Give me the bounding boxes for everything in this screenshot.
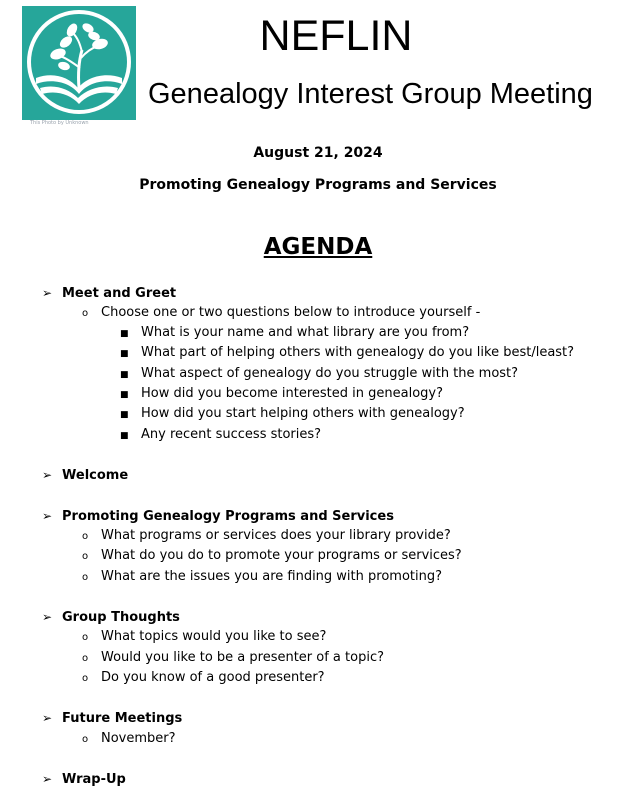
item-text: Would you like to be a presenter of a topic? bbox=[101, 650, 384, 665]
item-text: What are the issues you are finding with promoting? bbox=[101, 569, 442, 584]
square-bullet-icon: ■ bbox=[120, 370, 129, 380]
agenda-item bbox=[82, 547, 462, 566]
agenda-subitem bbox=[120, 426, 321, 445]
agenda-subitem bbox=[120, 405, 465, 424]
agenda-item bbox=[82, 304, 480, 323]
circle-bullet-icon: o bbox=[82, 551, 89, 562]
subitem-text: What is your name and what library are you from? bbox=[141, 325, 470, 340]
section-title: Wrap-Up bbox=[62, 772, 126, 787]
square-bullet-icon: ■ bbox=[120, 431, 129, 441]
item-text: Choose one or two questions below to introduce yourself - bbox=[101, 305, 481, 320]
item-text: What topics would you like to see? bbox=[101, 629, 327, 644]
circle-bullet-icon: o bbox=[82, 572, 89, 583]
subitem-text: Any recent success stories? bbox=[141, 427, 322, 442]
arrow-bullet-icon: ➢ bbox=[42, 610, 53, 624]
circle-bullet-icon: o bbox=[82, 734, 89, 745]
agenda-section-welcome bbox=[42, 466, 128, 485]
agenda-subitem bbox=[120, 344, 574, 363]
section-title: Group Thoughts bbox=[62, 610, 180, 625]
subitem-text: How did you start helping others with genealogy? bbox=[141, 406, 465, 421]
agenda-section-group-thoughts bbox=[42, 608, 180, 627]
meeting-date: August 21, 2024 bbox=[253, 145, 383, 161]
subitem-text: What aspect of genealogy do you struggle with the most? bbox=[141, 366, 519, 381]
agenda-item bbox=[82, 527, 451, 546]
item-text: What programs or services does your library provide? bbox=[101, 528, 451, 543]
section-title: Future Meetings bbox=[62, 711, 183, 726]
arrow-bullet-icon: ➢ bbox=[42, 509, 53, 523]
agenda-item bbox=[82, 649, 384, 668]
agenda-heading: AGENDA bbox=[263, 234, 373, 260]
square-bullet-icon: ■ bbox=[120, 329, 129, 339]
agenda-section-promoting bbox=[42, 507, 394, 526]
agenda-subitem bbox=[120, 324, 469, 343]
circle-bullet-icon: o bbox=[82, 531, 89, 542]
square-bullet-icon: ■ bbox=[120, 390, 129, 400]
section-title: Promoting Genealogy Programs and Services bbox=[62, 509, 394, 524]
circle-bullet-icon: o bbox=[82, 653, 89, 664]
agenda-item bbox=[82, 628, 326, 647]
circle-bullet-icon: o bbox=[82, 673, 89, 684]
agenda-item bbox=[82, 730, 176, 749]
arrow-bullet-icon: ➢ bbox=[42, 772, 53, 786]
section-title: Welcome bbox=[62, 468, 129, 483]
agenda-section-wrap-up bbox=[42, 770, 126, 789]
meeting-subject: Promoting Genealogy Programs and Services bbox=[139, 177, 497, 193]
logo-caption: This Photo by Unknown bbox=[30, 120, 89, 126]
arrow-bullet-icon: ➢ bbox=[42, 711, 53, 725]
section-title: Meet and Greet bbox=[62, 286, 177, 301]
circle-bullet-icon: o bbox=[82, 308, 89, 319]
agenda-subitem bbox=[120, 385, 443, 404]
agenda-subitem bbox=[120, 365, 518, 384]
agenda-item bbox=[82, 568, 442, 587]
subitem-text: What part of helping others with genealogy do you like best/least? bbox=[141, 345, 575, 360]
item-text: What do you do to promote your programs or services? bbox=[101, 548, 462, 563]
agenda-section-future-meetings bbox=[42, 709, 182, 728]
item-text: November? bbox=[101, 731, 176, 746]
item-text: Do you know of a good presenter? bbox=[101, 670, 325, 685]
subitem-text: How did you become interested in genealogy? bbox=[141, 386, 444, 401]
square-bullet-icon: ■ bbox=[120, 410, 129, 420]
circle-bullet-icon: o bbox=[82, 632, 89, 643]
arrow-bullet-icon: ➢ bbox=[42, 286, 53, 300]
arrow-bullet-icon: ➢ bbox=[42, 468, 53, 482]
agenda-section-meet-and-greet bbox=[42, 284, 176, 303]
org-name: NEFLIN bbox=[259, 12, 413, 60]
meeting-title: Genealogy Interest Group Meeting bbox=[148, 78, 593, 110]
square-bullet-icon: ■ bbox=[120, 349, 129, 359]
agenda-item bbox=[82, 669, 325, 688]
